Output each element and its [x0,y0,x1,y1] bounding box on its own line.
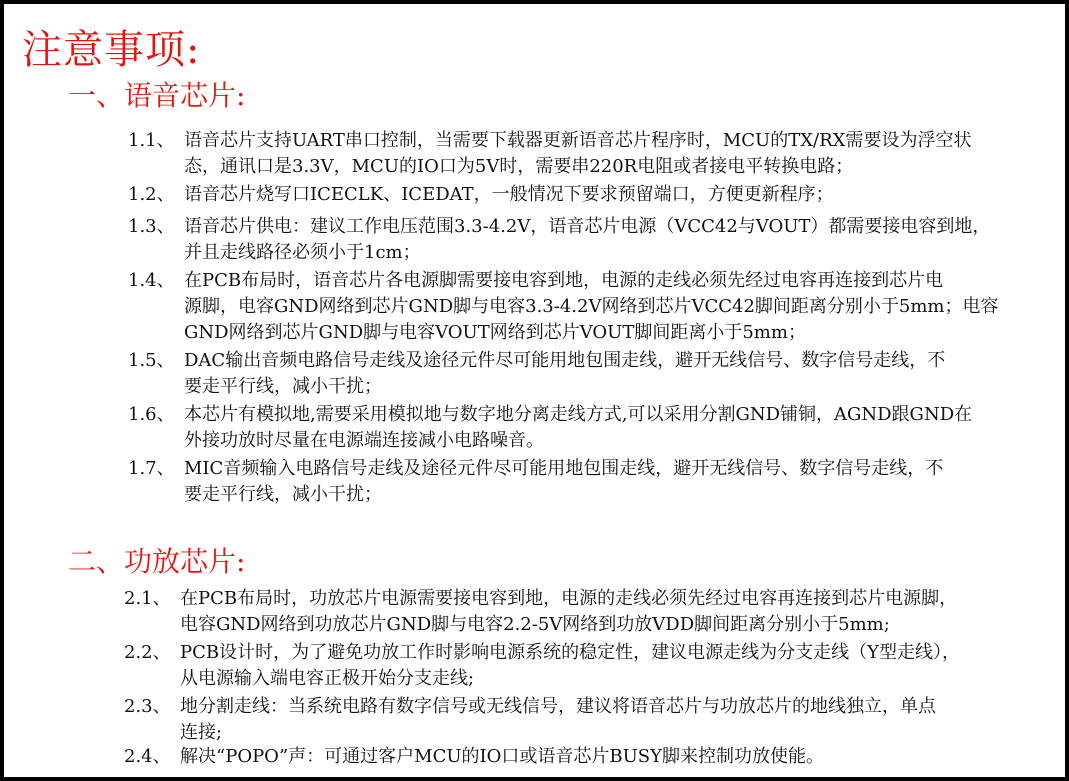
note-number: 1.5、 [128,350,175,371]
page-title: 注意事项: [22,27,201,73]
note-item-1-2 [128,182,834,208]
note-item-2-2 [124,640,960,692]
note-text-line: PCB设计时，为了避免功放工作时影响电源系统的稳定性，建议电源走线为分支走线（Y型走线）， [180,642,960,663]
note-text-line: 连接; [180,722,223,743]
section-heading-amplifier-chip: 二、功放芯片: [68,545,246,578]
note-text-line: 从电源输入端电容正极开始分支走线; [180,668,475,689]
note-number: 2.2、 [124,642,171,663]
note-number: 1.1、 [128,130,175,151]
note-text-line: 态，通讯口是3.3V，MCU的IO口为5V时，需要串220R电阻或者接电平转换电路； [184,156,854,177]
note-text-line: 解决“POPO”声：可通过客户MCU的IO口或语音芯片BUSY脚来控制功放使能。 [180,746,824,767]
note-item-1-5 [128,348,945,400]
note-number: 2.1、 [124,588,171,609]
note-text-line: 语音芯片支持UART串口控制，当需要下载器更新语音芯片程序时，MCU的TX/RX需要设为浮空状 [184,130,972,151]
note-text-line: 要走平行线，减小干扰； [184,484,382,505]
note-number: 2.4、 [124,746,171,767]
note-number: 1.4、 [128,270,175,291]
note-text-line: 要走平行线，减小干扰； [184,376,382,397]
note-text-line: 在PCB布局时，功放芯片电源需要接电容到地，电源的走线必须先经过电容再连接到芯片电源脚， [180,588,958,609]
note-number: 1.7、 [128,458,175,479]
note-item-1-6 [128,402,972,454]
note-number: 1.6、 [128,404,175,425]
note-text-line: DAC输出音频电路信号走线及途径元件尽可能用地包围走线，避开无线信号、数字信号走线，不 [184,350,946,371]
note-text-line: 语音芯片供电：建议工作电压范围3.3-4.2V，语音芯片电源（VCC42与VOUT）都需要接电容到地， [184,216,991,237]
note-item-1-1 [128,128,971,180]
note-text-line: 并且走线路径必须小于1cm； [184,242,421,263]
note-item-2-4 [124,744,824,770]
note-text-line: MIC音频输入电路信号走线及途径元件尽可能用地包围走线，避开无线信号、数字信号走线，不 [184,458,944,479]
note-item-1-7 [128,456,943,508]
note-text-line: 地分割走线：当系统电路有数字信号或无线信号，建议将语音芯片与功放芯片的地线独立，单点 [180,696,936,717]
note-number: 1.2、 [128,184,175,205]
note-item-2-3 [124,694,936,746]
note-text-line: 外接功放时尽量在电源端连接减小电路噪音。 [184,430,544,451]
note-item-2-1 [124,586,957,638]
note-item-1-3 [128,214,990,266]
note-text-line: 在PCB布局时，语音芯片各电源脚需要接电容到地，电源的走线必须先经过电容再连接到芯片电 [184,270,944,291]
note-text-line: 语音芯片烧写口ICECLK、ICEDAT，一般情况下要求预留端口，方便更新程序； [184,184,834,205]
note-text-line: GND网络到芯片GND脚与电容VOUT网络到芯片VOUT脚间距离小于5mm； [184,322,806,343]
note-item-1-4 [128,268,999,346]
note-number: 2.3、 [124,696,171,717]
note-text-line: 源脚，电容GND网络到芯片GND脚与电容3.3-4.2V网络到芯片VCC42脚间距离分别小于5mm；电容 [184,296,999,317]
section-heading-voice-chip: 一、语音芯片: [68,79,246,112]
note-text-line: 本芯片有模拟地,需要采用模拟地与数字地分离走线方式,可以采用分割GND铺铜，AGND跟GND在 [184,404,973,425]
note-number: 1.3、 [128,216,175,237]
note-text-line: 电容GND网络到功放芯片GND脚与电容2.2-5V网络到功放VDD脚间距离分别小于5mm; [180,614,890,635]
